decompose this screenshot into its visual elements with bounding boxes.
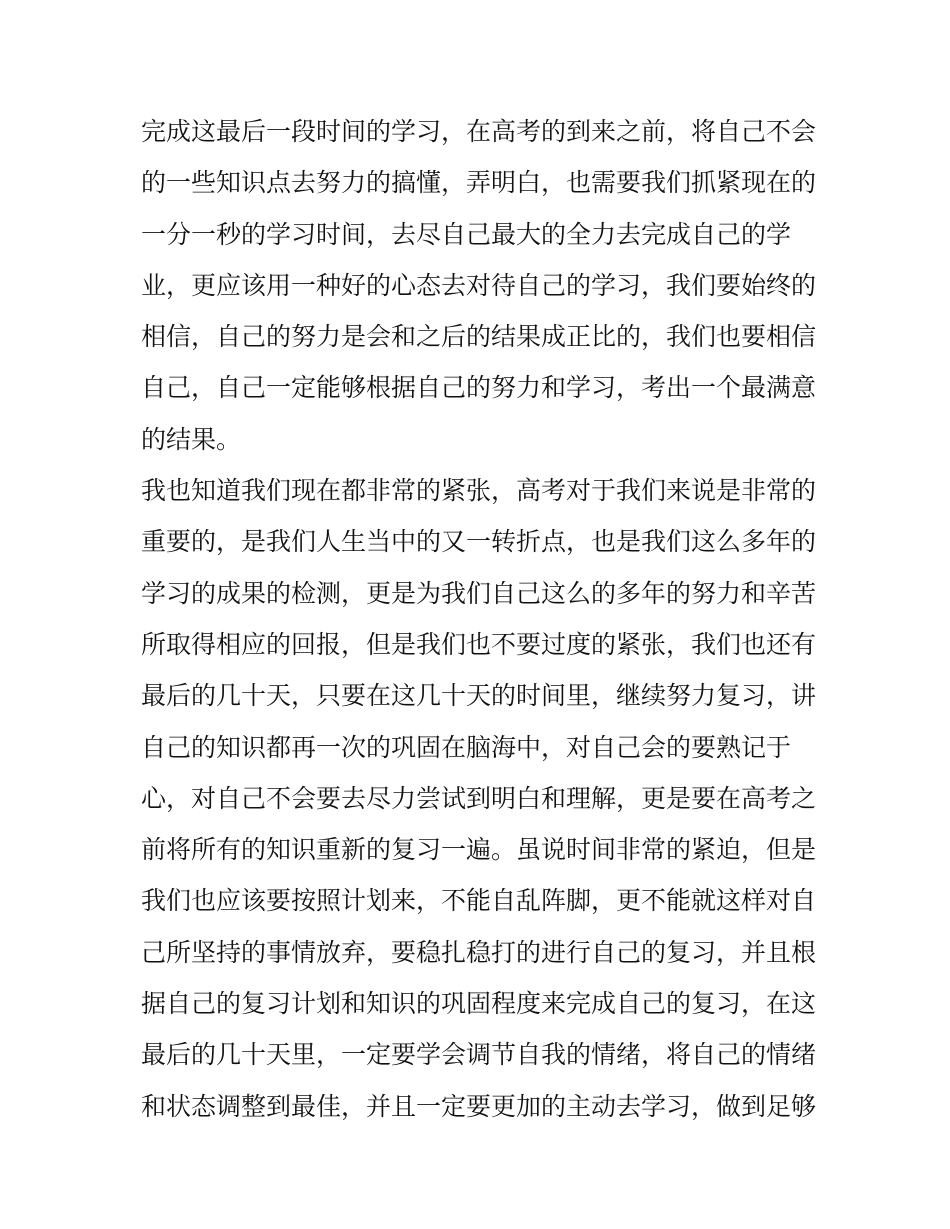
text-line: 的一些知识点去努力的搞懂，弄明白，也需要我们抓紧现在的 (141, 168, 817, 198)
text-line: 己所坚持的事情放弃，要稳扎稳打的进行自己的复习，并且根 (141, 937, 817, 967)
text-line: 心，对自己不会要去尽力尝试到明白和理解，更是要在高考之 (141, 783, 817, 813)
text-line: 所取得相应的回报，但是我们也不要过度的紧张，我们也还有 (141, 629, 817, 659)
text-line: 据自己的复习计划和知识的巩固程度来完成自己的复习，在这 (141, 989, 817, 1019)
text-line: 完成这最后一段时间的学习，在高考的到来之前，将自己不会 (141, 117, 817, 146)
text-line: 我也知道我们现在都非常的紧张，高考对于我们来说是非常的 (141, 476, 817, 506)
text-line: 的结果。 (141, 424, 242, 454)
body-text (141, 106, 821, 1132)
text-line: 最后的几十天，只要在这几十天的时间里，继续努力复习，讲 (141, 681, 817, 711)
text-line: 一分一秒的学习时间，去尽自己最大的全力去完成自己的学 (141, 219, 792, 249)
text-line: 重要的，是我们人生当中的又一转折点，也是我们这么多年的 (141, 527, 817, 557)
text-line: 自己，自己一定能够根据自己的努力和学习，考出一个最满意 (141, 373, 817, 403)
text-line: 相信，自己的努力是会和之后的结果成正比的，我们也要相信 (141, 322, 817, 352)
text-line: 和状态调整到最佳，并且一定要更加的主动去学习，做到足够 (141, 1091, 817, 1121)
text-line: 学习的成果的检测，更是为我们自己这么的多年的努力和辛苦 (141, 578, 817, 608)
text-line: 前将所有的知识重新的复习一遍。虽说时间非常的紧迫，但是 (141, 835, 817, 865)
text-line: 我们也应该要按照计划来，不能自乱阵脚，更不能就这样对自 (141, 886, 817, 916)
text-line: 业，更应该用一种好的心态去对待自己的学习，我们要始终的 (141, 270, 817, 300)
text-line: 最后的几十天里，一定要学会调节自我的情绪，将自己的情绪 (141, 1040, 817, 1070)
text-line: 自己的知识都再一次的巩固在脑海中，对自己会的要熟记于 (141, 732, 792, 762)
